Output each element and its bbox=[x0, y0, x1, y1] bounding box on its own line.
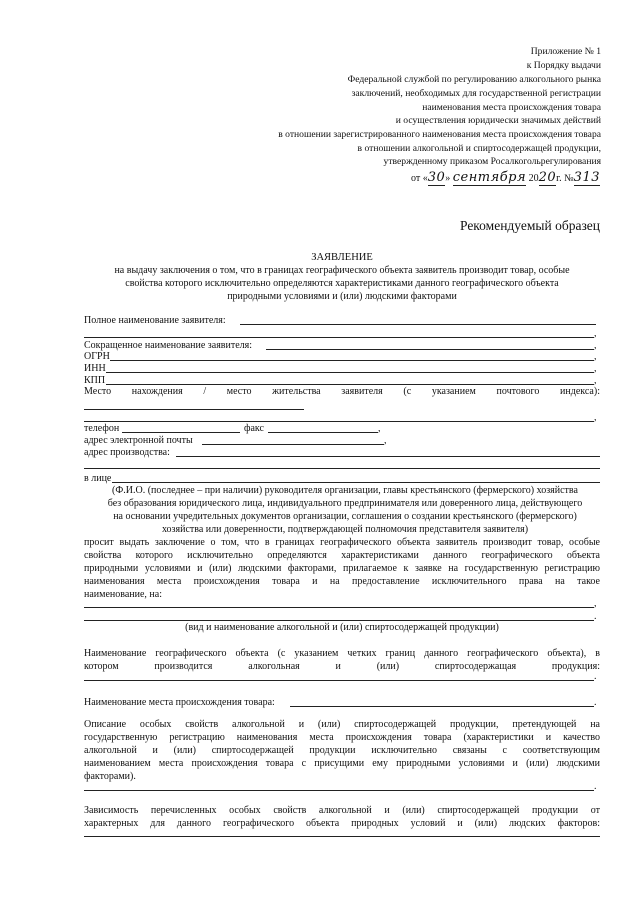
production-address-field[interactable] bbox=[176, 456, 600, 457]
in-person-field[interactable] bbox=[112, 482, 600, 483]
kpp-label: КПП bbox=[84, 375, 106, 386]
request-line: просит выдать заключение о том, что в границах географического объекта заявитель производит товар, особые bbox=[84, 537, 600, 548]
dependency-line: характерных для данного географического объекта природных условий и (или) людских факторов: bbox=[84, 818, 600, 829]
in-person-label: в лице bbox=[84, 473, 112, 484]
short-name-label: Сокращенное наименование заявителя: bbox=[84, 340, 253, 351]
description-field[interactable] bbox=[84, 790, 594, 791]
email-label: адрес электронной почты bbox=[84, 435, 193, 446]
request-line: природными условиями и (или) людскими факторами, прилагаемое к заявке на государственную регистрацию bbox=[84, 563, 600, 574]
location-field-2[interactable] bbox=[84, 421, 594, 422]
fax-field[interactable] bbox=[268, 432, 378, 433]
request-line: свойства которого исключительно определяются характеристиками данного географического объекта bbox=[84, 550, 600, 561]
dependency-line: Зависимость перечисленных особых свойств алкогольной и (или) спиртосодержащей продукции от bbox=[84, 805, 600, 816]
request-line: наименования места происхождения товара и на предоставление исключительного права на такое bbox=[84, 576, 600, 587]
email-field[interactable] bbox=[202, 444, 384, 445]
full-name-label: Полное наименование заявителя: bbox=[84, 315, 226, 326]
place-name-label: Наименование места происхождения товара: bbox=[84, 697, 275, 708]
header-line: в отношении алкогольной и спиртосодержащей продукции, bbox=[357, 143, 601, 154]
geo-label-line: Наименование географического объекта (с указанием четких границ данного географического объекта), в bbox=[84, 648, 600, 659]
product-note: (вид и наименование алкогольной и (или) спиртосодержащей продукции) bbox=[185, 622, 499, 633]
geo-field[interactable] bbox=[84, 680, 594, 681]
full-name-field[interactable] bbox=[240, 324, 596, 325]
recommended-sample: Рекомендуемый образец bbox=[459, 218, 600, 233]
header-line: в отношении зарегистрированного наименования места происхождения товара bbox=[278, 129, 601, 140]
subtitle-line: природными условиями и (или) людскими факторами bbox=[227, 291, 457, 302]
description-line: факторами). bbox=[84, 771, 136, 782]
geo-label-line-2: котором производится алкогольная и (или) спиртосодержащая продукция: bbox=[84, 661, 600, 672]
full-name-field-2[interactable] bbox=[84, 337, 594, 338]
phone-label: телефон bbox=[84, 423, 120, 434]
document-page: Приложение № 1 к Порядку выдачи Федеральной службой по регулированию алкогольного рынка заключений, необходимых для государственной регистрации наименования места происхождения товара и осуществления юридически значимых действий в отношении зарегистрированного наименования места происхождения товара в отношении алкогольной и спиртосодержащей продукции, утвержденному приказом Росалкогольрегулирования от «30» сентября 2020г. №313 Рекомендуемый образец ЗАЯВЛЕНИЕ на выдачу заключения о том, что в границах географического объекта заявитель производит товар, особые свойства которого исключительно определяются характеристиками данного географического объекта природными условиями и (или) людскими факторами Полное наименование заявителя: , Сокращенное наименование заявителя: , ОГРН , ИНН , КПП , Место нахождения / место жительства заявителя (с указанием почтового индекса): , телефон факс , адрес электронной почты , адрес производства: в лице (Ф.И.О. (последнее – при наличии) руководителя организации, главы крестьянского (фермерского) хозяйства без образования юридического лица, индивидуального предпринимателя или доверенного лица, действующего на основании учредительных документов организации, соглашения о создании крестьянского (фермерского) хозяйства или доверенности, подтверждающей полномочия представителя заявителя) просит выдать заключение о том, что в границах географического объекта заявитель производит товар, особые свойства которого исключительно определяются характеристиками данного географического объекта природными условиями и (или) людскими факторами, прилагаемое к заявке на государственную регистрацию наименования места происхождения товара и на предоставление исключительного права на такое наименование, на: , . (вид и наименование алкогольной и (или) спиртосодержащей продукции) Наименование географического объекта (с указанием четких границ данного географического объекта), в котором производится алкогольная и (или) спиртосодержащая продукция: . Наименование места происхождения товара: . Описание особых свойств алкогольной и (или) спиртосодержащей продукции, претендующей на государственную регистрацию наименования места происхождения товара (характеристики и качество алкогольной и (или) спиртосодержащей продукции исключительно связаны с соответствующим наименованием места происхождения товара с присущими ему природными условиями и (или) людскими факторами). . Зависимость перечисленных особых свойств алкогольной и (или) спиртосодержащей продукции от характерных для данного географического объекта природных условий и (или) людских факторов: bbox=[0, 0, 640, 905]
appendix-label: Приложение № 1 bbox=[530, 46, 601, 57]
subtitle-line: на выдачу заключения о том, что в границах географического объекта заявитель производит товар, особые bbox=[114, 265, 570, 276]
person-note-line: (Ф.И.О. (последнее – при наличии) руководителя организации, главы крестьянского (фермерского) хозяйства bbox=[112, 485, 578, 496]
description-line: государственную регистрацию наименования места происхождения товара (характеристики и качество bbox=[84, 732, 600, 743]
phone-field[interactable] bbox=[122, 432, 240, 433]
header-line: утвержденному приказом Росалкогольрегулирования bbox=[383, 156, 601, 167]
order-number: 313 bbox=[573, 170, 600, 185]
header-line: Федеральной службой по регулированию алкогольного рынка bbox=[347, 74, 601, 85]
subtitle-line: свойства которого исключительно определяются характеристиками данного географического объекта bbox=[125, 278, 559, 289]
order-date: от «30» сентября 2020г. №313 bbox=[410, 170, 600, 185]
place-name-field[interactable] bbox=[290, 706, 594, 707]
description-line: Описание особых свойств алкогольной и (или) спиртосодержащей продукции, претендующей на bbox=[84, 719, 600, 730]
ogrn-label: ОГРН bbox=[84, 351, 110, 362]
description-line: алкогольной и (или) спиртосодержащей продукции исключительно связаны с соответствующим bbox=[84, 745, 600, 756]
order-year: 20 bbox=[538, 170, 557, 185]
header-line: и осуществления юридически значимых действий bbox=[395, 115, 601, 126]
header-line: наименования места происхождения товара bbox=[422, 102, 601, 113]
location-field[interactable] bbox=[84, 409, 304, 410]
location-label: Место нахождения / место жительства заявителя (с указанием почтового индекса): bbox=[84, 386, 600, 397]
product-field[interactable] bbox=[84, 607, 594, 608]
request-line: наименование, на: bbox=[84, 589, 162, 600]
description-line: наименованием места происхождения товара с присущими ему природными условиями и (или) людскими bbox=[84, 758, 600, 769]
short-name-field[interactable] bbox=[266, 349, 594, 350]
person-note-line: на основании учредительных документов организации, соглашения о создании крестьянского (фермерского) bbox=[113, 511, 577, 522]
person-note-line: без образования юридического лица, индивидуального предпринимателя или доверенного лица, действующего bbox=[107, 498, 583, 509]
inn-field[interactable] bbox=[106, 372, 594, 373]
order-month: сентября bbox=[452, 170, 527, 185]
person-note-line: хозяйства или доверенности, подтверждающей полномочия представителя заявителя) bbox=[161, 524, 529, 535]
header-line: к Порядку выдачи bbox=[526, 60, 601, 71]
header-line: заключений, необходимых для государственной регистрации bbox=[351, 88, 601, 99]
page-title: ЗАЯВЛЕНИЕ bbox=[311, 252, 373, 263]
production-address-field-2[interactable] bbox=[84, 468, 600, 469]
dependency-field[interactable] bbox=[84, 836, 600, 837]
fax-label: факс bbox=[244, 423, 264, 434]
ogrn-field[interactable] bbox=[110, 360, 594, 361]
order-day: 30 bbox=[427, 170, 446, 185]
inn-label: ИНН bbox=[84, 363, 106, 374]
production-address-label: адрес производства: bbox=[84, 447, 170, 458]
